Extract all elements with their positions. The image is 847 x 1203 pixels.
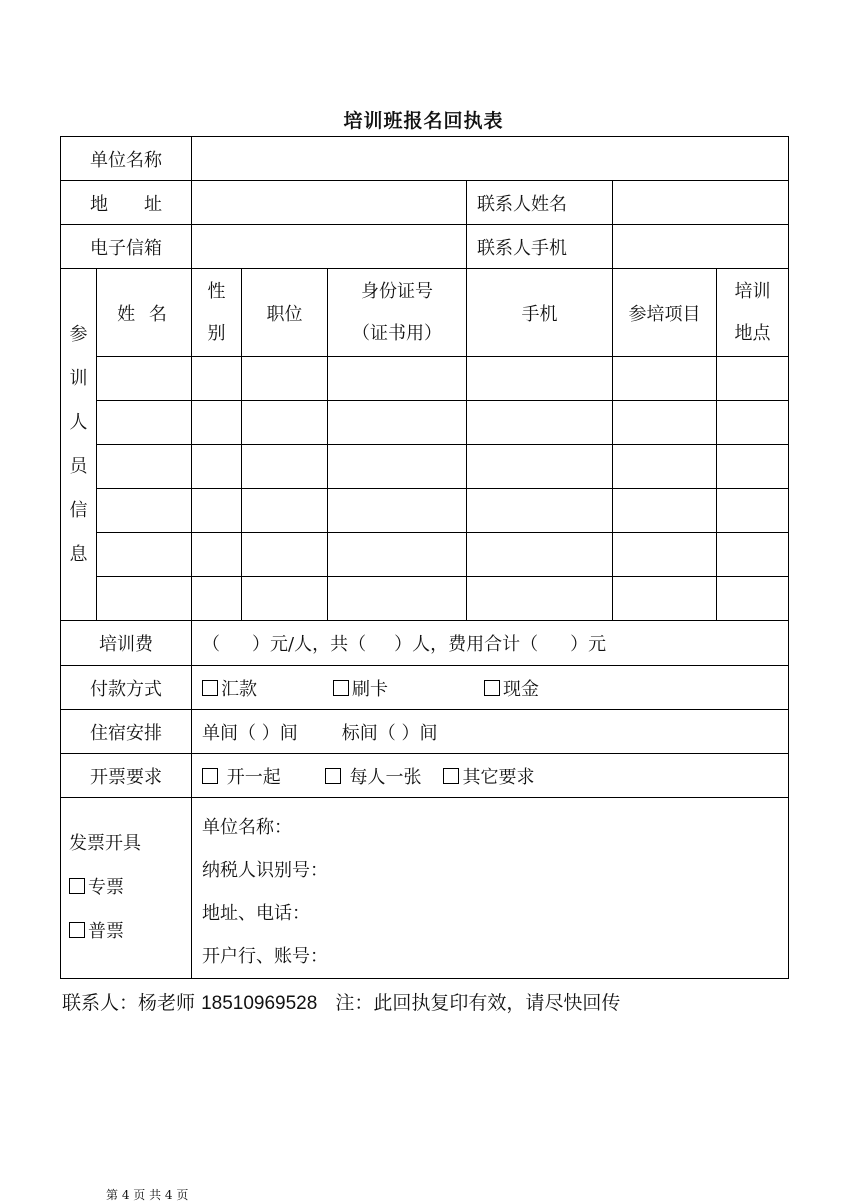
contact-phone-field[interactable] xyxy=(613,225,789,269)
footer-contact xyxy=(62,988,620,1015)
page-number: 第 4 页 共 4 页 xyxy=(106,1188,189,1202)
participant-position-cell[interactable] xyxy=(242,401,328,445)
footer-contact-label: 联系人：杨老师 xyxy=(62,992,196,1014)
participant-name-cell[interactable] xyxy=(97,401,192,445)
fee-text-yuan: ）元 xyxy=(570,634,607,655)
invoice-option-other[interactable]: 其它要求 xyxy=(443,767,534,788)
invoice-details[interactable] xyxy=(192,798,789,979)
email-field[interactable] xyxy=(192,225,467,269)
lodging-single: 单间（ ）间 xyxy=(202,722,298,744)
header-phone: 手机 xyxy=(467,269,613,357)
invoice-field-unit-name: 单位名称： xyxy=(202,817,292,838)
unit-name-label: 单位名称 xyxy=(61,137,192,181)
header-location xyxy=(717,269,789,357)
participant-gender-cell[interactable] xyxy=(192,577,242,621)
invoice-issue-label-cell xyxy=(61,798,192,979)
participant-row xyxy=(61,577,789,621)
fee-text-open: （ xyxy=(202,634,220,655)
participant-name-cell[interactable] xyxy=(97,489,192,533)
participant-info-char: 训 xyxy=(69,367,88,389)
participant-phone-cell[interactable] xyxy=(467,445,613,489)
contact-phone-label: 联系人手机 xyxy=(467,225,613,269)
checkbox-icon[interactable] xyxy=(202,768,218,784)
invoice-field-tax-id: 纳税人识别号： xyxy=(202,860,328,881)
participant-name-cell[interactable] xyxy=(97,357,192,401)
participant-row xyxy=(61,357,789,401)
participant-name-cell[interactable] xyxy=(97,577,192,621)
invoice-requirement-options xyxy=(192,754,789,798)
participant-gender-cell[interactable] xyxy=(192,401,242,445)
participant-gender-cell[interactable] xyxy=(192,357,242,401)
payment-options xyxy=(192,666,789,710)
participant-info-label xyxy=(61,269,97,621)
participant-location-cell[interactable] xyxy=(717,357,789,401)
participant-name-cell[interactable] xyxy=(97,533,192,577)
participant-location-cell[interactable] xyxy=(717,577,789,621)
participant-id-cell[interactable] xyxy=(328,533,467,577)
fee-field[interactable] xyxy=(192,621,789,666)
form-title: 培训班报名回执表 xyxy=(343,110,504,132)
fee-text-per-person: ）元/人，共（ xyxy=(252,634,367,655)
header-name: 姓 名 xyxy=(97,269,192,357)
header-project: 参培项目 xyxy=(613,269,717,357)
participant-info-char: 息 xyxy=(69,543,88,565)
address-label: 地 址 xyxy=(61,181,192,225)
registration-form-table xyxy=(60,136,789,979)
participant-info-char: 参 xyxy=(69,323,88,345)
header-id-number xyxy=(328,269,467,357)
invoice-field-bank-account: 开户行、账号： xyxy=(202,946,328,967)
participant-project-cell[interactable] xyxy=(613,533,717,577)
invoice-field-address-phone: 地址、电话： xyxy=(202,903,310,924)
invoice-option-per-person[interactable]: 每人一张 xyxy=(325,767,422,788)
invoice-type-general[interactable]: 普票 xyxy=(69,921,124,942)
email-label: 电子信箱 xyxy=(61,225,192,269)
header-gender-line: 性 xyxy=(207,280,226,302)
contact-name-field[interactable] xyxy=(613,181,789,225)
participant-id-cell[interactable] xyxy=(328,357,467,401)
lodging-label: 住宿安排 xyxy=(61,710,192,754)
invoice-type-special[interactable]: 专票 xyxy=(69,877,124,898)
fee-text-total: ）人，费用合计（ xyxy=(394,634,539,655)
checkbox-icon[interactable] xyxy=(484,680,500,696)
participant-position-cell[interactable] xyxy=(242,445,328,489)
participant-project-cell[interactable] xyxy=(613,401,717,445)
participant-row xyxy=(61,489,789,533)
header-location-line: 培训 xyxy=(734,280,771,302)
lodging-field[interactable] xyxy=(192,710,789,754)
header-gender xyxy=(192,269,242,357)
header-id-line: 身份证号 xyxy=(361,280,433,302)
participant-project-cell[interactable] xyxy=(613,445,717,489)
participant-gender-cell[interactable] xyxy=(192,445,242,489)
checkbox-icon[interactable] xyxy=(69,922,85,938)
participant-phone-cell[interactable] xyxy=(467,401,613,445)
participant-id-cell[interactable] xyxy=(328,445,467,489)
participant-phone-cell[interactable] xyxy=(467,357,613,401)
participant-location-cell[interactable] xyxy=(717,489,789,533)
participant-info-char: 信 xyxy=(69,499,88,521)
participant-row xyxy=(61,445,789,489)
invoice-issue-label: 发票开具 xyxy=(69,833,141,854)
participant-project-cell[interactable] xyxy=(613,577,717,621)
payment-option-transfer[interactable]: 汇款 xyxy=(202,679,257,700)
participant-name-cell[interactable] xyxy=(97,445,192,489)
header-gender-line: 别 xyxy=(207,322,226,344)
payment-label: 付款方式 xyxy=(61,666,192,710)
lodging-standard: 标间（ ）间 xyxy=(341,722,438,744)
invoice-option-together[interactable]: 开一起 xyxy=(202,767,281,788)
footer-phone: 18510969528 xyxy=(201,993,318,1014)
participant-row xyxy=(61,401,789,445)
header-id-line: （证书用） xyxy=(352,322,442,344)
payment-option-cash[interactable]: 现金 xyxy=(484,679,539,700)
participant-phone-cell[interactable] xyxy=(467,489,613,533)
checkbox-icon[interactable] xyxy=(69,878,85,894)
fee-label: 培训费 xyxy=(61,621,192,666)
participant-project-cell[interactable] xyxy=(613,357,717,401)
payment-option-card[interactable]: 刷卡 xyxy=(333,679,388,700)
participant-location-cell[interactable] xyxy=(717,533,789,577)
participant-gender-cell[interactable] xyxy=(192,489,242,533)
checkbox-icon[interactable] xyxy=(333,680,349,696)
participant-project-cell[interactable] xyxy=(613,489,717,533)
participant-id-cell[interactable] xyxy=(328,577,467,621)
header-location-line: 地点 xyxy=(734,322,771,344)
participant-info-char: 员 xyxy=(69,455,88,477)
participant-id-cell[interactable] xyxy=(328,489,467,533)
header-position: 职位 xyxy=(242,269,328,357)
contact-name-label: 联系人姓名 xyxy=(467,181,613,225)
participant-gender-cell[interactable] xyxy=(192,533,242,577)
invoice-requirement-label: 开票要求 xyxy=(61,754,192,798)
participant-location-cell[interactable] xyxy=(717,401,789,445)
participant-info-char: 人 xyxy=(69,411,88,433)
unit-name-field[interactable] xyxy=(192,137,789,181)
checkbox-icon[interactable] xyxy=(325,768,341,784)
participant-phone-cell[interactable] xyxy=(467,577,613,621)
checkbox-icon[interactable] xyxy=(443,768,459,784)
participant-location-cell[interactable] xyxy=(717,445,789,489)
participant-position-cell[interactable] xyxy=(242,489,328,533)
participant-row xyxy=(61,533,789,577)
participant-id-cell[interactable] xyxy=(328,401,467,445)
address-field[interactable] xyxy=(192,181,467,225)
participant-phone-cell[interactable] xyxy=(467,533,613,577)
participant-position-cell[interactable] xyxy=(242,357,328,401)
footer-note: 注：此回执复印有效，请尽快回传 xyxy=(335,992,621,1014)
participant-position-cell[interactable] xyxy=(242,577,328,621)
participant-position-cell[interactable] xyxy=(242,533,328,577)
checkbox-icon[interactable] xyxy=(202,680,218,696)
